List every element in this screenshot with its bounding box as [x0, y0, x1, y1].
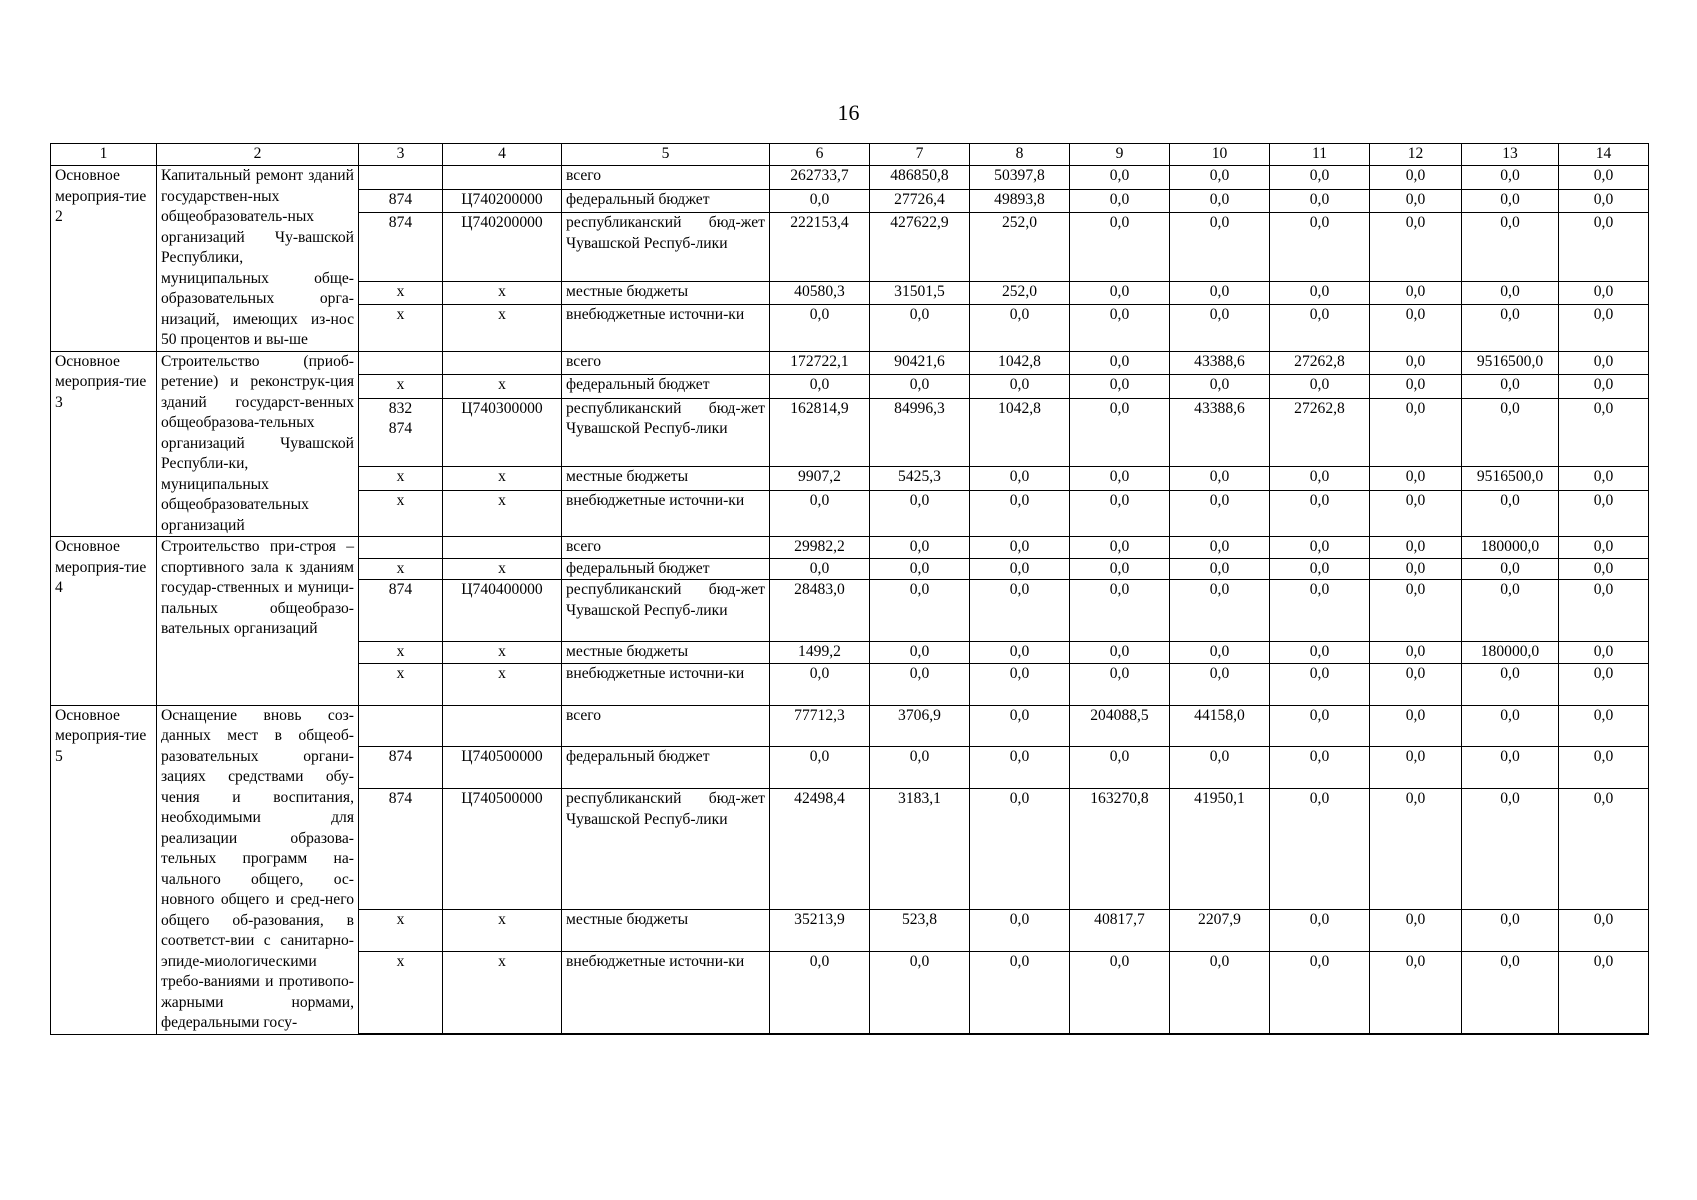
amount-cell: 0,0: [770, 663, 870, 705]
amount-cell: 0,0: [1370, 213, 1462, 281]
column-number-cell: 5: [562, 144, 770, 166]
csr-code-cell: x: [443, 467, 562, 491]
table-header-row: [51, 144, 1649, 166]
amount-cell: 0,0: [1370, 705, 1462, 747]
amount-cell: 204088,5: [1070, 705, 1170, 747]
amount-cell: 31501,5: [870, 281, 970, 305]
amount-cell: 262733,7: [770, 166, 870, 190]
amount-cell: 9516500,0: [1462, 467, 1559, 491]
amount-cell: 0,0: [970, 951, 1070, 1034]
grbs-code-cell: 874: [359, 747, 443, 789]
amount-cell: 0,0: [970, 909, 1070, 951]
amount-cell: 0,0: [1170, 375, 1270, 399]
amount-cell: 0,0: [1370, 375, 1462, 399]
funding-source-cell: местные бюджеты: [562, 467, 770, 491]
amount-cell: 0,0: [1559, 490, 1649, 536]
amount-cell: 0,0: [1559, 558, 1649, 580]
amount-cell: 40817,7: [1070, 909, 1170, 951]
measure-name-cell: Основное мероприя-тие 5: [51, 705, 157, 1034]
amount-cell: 0,0: [1070, 281, 1170, 305]
amount-cell: 0,0: [1070, 305, 1170, 351]
amount-cell: 0,0: [1559, 951, 1649, 1034]
amount-cell: 0,0: [1462, 189, 1559, 213]
column-number-cell: 6: [770, 144, 870, 166]
funding-source-cell: местные бюджеты: [562, 281, 770, 305]
amount-cell: 49893,8: [970, 189, 1070, 213]
amount-cell: 0,0: [870, 305, 970, 351]
amount-cell: 0,0: [1170, 580, 1270, 642]
amount-cell: 0,0: [1170, 558, 1270, 580]
grbs-code-cell: x: [359, 467, 443, 491]
amount-cell: 41950,1: [1170, 789, 1270, 910]
funding-source-cell: внебюджетные источни-ки: [562, 951, 770, 1034]
amount-cell: 0,0: [870, 558, 970, 580]
column-number-cell: 13: [1462, 144, 1559, 166]
amount-cell: 0,0: [1270, 951, 1370, 1034]
amount-cell: 0,0: [1270, 490, 1370, 536]
funding-source-cell: внебюджетные источни-ки: [562, 305, 770, 351]
amount-cell: 27726,4: [870, 189, 970, 213]
amount-cell: 0,0: [870, 537, 970, 559]
csr-code-cell: x: [443, 490, 562, 536]
grbs-code-cell: [359, 166, 443, 190]
amount-cell: 0,0: [1462, 213, 1559, 281]
grbs-code-cell: [359, 537, 443, 559]
amount-cell: 0,0: [870, 747, 970, 789]
grbs-code-cell: x: [359, 951, 443, 1034]
amount-cell: 0,0: [1070, 351, 1170, 375]
amount-cell: 0,0: [1559, 351, 1649, 375]
column-number-cell: 3: [359, 144, 443, 166]
table-row: [51, 537, 1649, 559]
amount-cell: 0,0: [770, 375, 870, 399]
funding-source-cell: всего: [562, 705, 770, 747]
column-number-cell: 7: [870, 144, 970, 166]
measure-description-cell: Оснащение вновь соз-данных мест в общеоб-разовательных органи-зациях средствами обу-чения и воспитания, необходимыми для реализации образова-тельных программ на-чального общего, ос-новного общего и сред-него общего об-разования, в соответст-вии с санитарно-эпиде-миологическими требо-ваниями и противопо-жарными нормами, федеральными госу-: [157, 705, 359, 1034]
amount-cell: 27262,8: [1270, 351, 1370, 375]
amount-cell: 0,0: [1462, 166, 1559, 190]
amount-cell: 0,0: [1070, 398, 1170, 466]
amount-cell: 0,0: [1559, 663, 1649, 705]
grbs-code-cell: 832 874: [359, 398, 443, 466]
amount-cell: 0,0: [1070, 490, 1170, 536]
amount-cell: 0,0: [1070, 580, 1170, 642]
amount-cell: 29982,2: [770, 537, 870, 559]
grbs-code-cell: [359, 705, 443, 747]
csr-code-cell: [443, 705, 562, 747]
table-row: [51, 705, 1649, 747]
amount-cell: 0,0: [1170, 747, 1270, 789]
amount-cell: 0,0: [1559, 281, 1649, 305]
amount-cell: 180000,0: [1462, 642, 1559, 664]
amount-cell: 0,0: [1462, 490, 1559, 536]
amount-cell: 9516500,0: [1462, 351, 1559, 375]
amount-cell: 3706,9: [870, 705, 970, 747]
amount-cell: 172722,1: [770, 351, 870, 375]
amount-cell: 0,0: [1070, 537, 1170, 559]
amount-cell: 163270,8: [1070, 789, 1170, 910]
amount-cell: 0,0: [770, 558, 870, 580]
csr-code-cell: x: [443, 642, 562, 664]
amount-cell: 0,0: [1070, 642, 1170, 664]
amount-cell: 28483,0: [770, 580, 870, 642]
column-number-cell: 10: [1170, 144, 1270, 166]
csr-code-cell: x: [443, 951, 562, 1034]
amount-cell: 0,0: [1370, 537, 1462, 559]
amount-cell: 0,0: [1270, 213, 1370, 281]
amount-cell: 0,0: [1170, 642, 1270, 664]
column-number-cell: 9: [1070, 144, 1170, 166]
amount-cell: 0,0: [1462, 305, 1559, 351]
funding-source-cell: федеральный бюджет: [562, 375, 770, 399]
amount-cell: 35213,9: [770, 909, 870, 951]
amount-cell: 0,0: [1270, 467, 1370, 491]
csr-code-cell: [443, 537, 562, 559]
amount-cell: 0,0: [1462, 398, 1559, 466]
amount-cell: 0,0: [1370, 909, 1462, 951]
amount-cell: 0,0: [1070, 213, 1170, 281]
amount-cell: 0,0: [1559, 467, 1649, 491]
csr-code-cell: Ц740500000: [443, 789, 562, 910]
funding-source-cell: федеральный бюджет: [562, 189, 770, 213]
funding-source-cell: республиканский бюд-жет Чувашской Респуб-лики: [562, 398, 770, 466]
funding-source-cell: внебюджетные источни-ки: [562, 490, 770, 536]
amount-cell: 252,0: [970, 213, 1070, 281]
csr-code-cell: x: [443, 663, 562, 705]
amount-cell: 44158,0: [1170, 705, 1270, 747]
amount-cell: 0,0: [1462, 789, 1559, 910]
amount-cell: 0,0: [1170, 537, 1270, 559]
amount-cell: 0,0: [1370, 558, 1462, 580]
amount-cell: 0,0: [1270, 663, 1370, 705]
csr-code-cell: x: [443, 305, 562, 351]
amount-cell: 0,0: [1070, 467, 1170, 491]
grbs-code-cell: x: [359, 663, 443, 705]
column-number-cell: 14: [1559, 144, 1649, 166]
grbs-code-cell: x: [359, 642, 443, 664]
amount-cell: 0,0: [1370, 467, 1462, 491]
csr-code-cell: Ц740200000: [443, 189, 562, 213]
amount-cell: 0,0: [1270, 375, 1370, 399]
funding-source-cell: республиканский бюд-жет Чувашской Респуб-лики: [562, 213, 770, 281]
amount-cell: 0,0: [1070, 951, 1170, 1034]
grbs-code-cell: [359, 351, 443, 375]
amount-cell: 1499,2: [770, 642, 870, 664]
amount-cell: 0,0: [1370, 166, 1462, 190]
measure-description-cell: Капитальный ремонт зданий государствен-ных общеобразователь-ных организаций Чу-вашской Республики, муниципальных обще-образовательных орга-низаций, имеющих из-нос 50 процентов и вы-ше: [157, 166, 359, 352]
amount-cell: 0,0: [1270, 189, 1370, 213]
amount-cell: 50397,8: [970, 166, 1070, 190]
measure-description-cell: Строительство (приоб-ретение) и реконструк-ция зданий государст-венных общеобразова-тельных организаций Чувашской Республи-ки, муниципальных общеобразовательных организаций: [157, 351, 359, 537]
amount-cell: 0,0: [1170, 951, 1270, 1034]
amount-cell: 0,0: [1270, 580, 1370, 642]
amount-cell: 0,0: [1370, 789, 1462, 910]
measure-name-cell: Основное мероприя-тие 2: [51, 166, 157, 352]
amount-cell: 252,0: [970, 281, 1070, 305]
amount-cell: 0,0: [1559, 642, 1649, 664]
amount-cell: 0,0: [1270, 166, 1370, 190]
column-number-cell: 2: [157, 144, 359, 166]
amount-cell: 0,0: [870, 642, 970, 664]
amount-cell: 0,0: [970, 467, 1070, 491]
amount-cell: 0,0: [970, 537, 1070, 559]
amount-cell: 1042,8: [970, 398, 1070, 466]
amount-cell: 0,0: [970, 642, 1070, 664]
column-number-cell: 4: [443, 144, 562, 166]
amount-cell: 0,0: [1370, 281, 1462, 305]
csr-code-cell: x: [443, 375, 562, 399]
amount-cell: 90421,6: [870, 351, 970, 375]
csr-code-cell: Ц740300000: [443, 398, 562, 466]
funding-source-cell: всего: [562, 351, 770, 375]
amount-cell: 0,0: [1370, 305, 1462, 351]
amount-cell: 0,0: [1270, 705, 1370, 747]
funding-source-cell: всего: [562, 166, 770, 190]
funding-source-cell: федеральный бюджет: [562, 747, 770, 789]
amount-cell: 0,0: [1559, 213, 1649, 281]
amount-cell: 0,0: [1370, 747, 1462, 789]
amount-cell: 0,0: [1462, 580, 1559, 642]
csr-code-cell: Ц740500000: [443, 747, 562, 789]
amount-cell: 3183,1: [870, 789, 970, 910]
amount-cell: 0,0: [1559, 789, 1649, 910]
funding-source-cell: всего: [562, 537, 770, 559]
amount-cell: 0,0: [1270, 747, 1370, 789]
amount-cell: 427622,9: [870, 213, 970, 281]
amount-cell: 0,0: [870, 375, 970, 399]
amount-cell: 0,0: [970, 580, 1070, 642]
amount-cell: 0,0: [970, 375, 1070, 399]
amount-cell: 0,0: [1170, 467, 1270, 491]
csr-code-cell: Ц740400000: [443, 580, 562, 642]
amount-cell: 0,0: [1170, 663, 1270, 705]
amount-cell: 0,0: [1559, 398, 1649, 466]
amount-cell: 0,0: [1170, 490, 1270, 536]
grbs-code-cell: x: [359, 558, 443, 580]
amount-cell: 0,0: [870, 663, 970, 705]
amount-cell: 0,0: [1270, 281, 1370, 305]
budget-table: [50, 143, 1649, 1035]
amount-cell: 0,0: [1559, 747, 1649, 789]
amount-cell: 0,0: [1070, 189, 1170, 213]
amount-cell: 0,0: [870, 580, 970, 642]
amount-cell: 0,0: [1559, 375, 1649, 399]
amount-cell: 27262,8: [1270, 398, 1370, 466]
amount-cell: 0,0: [1370, 189, 1462, 213]
table-row: [51, 166, 1649, 190]
amount-cell: 0,0: [1370, 951, 1462, 1034]
amount-cell: 0,0: [1559, 166, 1649, 190]
grbs-code-cell: 874: [359, 213, 443, 281]
amount-cell: 0,0: [770, 189, 870, 213]
amount-cell: 40580,3: [770, 281, 870, 305]
measure-name-cell: Основное мероприя-тие 3: [51, 351, 157, 537]
amount-cell: 9907,2: [770, 467, 870, 491]
column-number-cell: 1: [51, 144, 157, 166]
csr-code-cell: x: [443, 281, 562, 305]
amount-cell: 0,0: [970, 663, 1070, 705]
amount-cell: 0,0: [1270, 305, 1370, 351]
amount-cell: 0,0: [1370, 663, 1462, 705]
amount-cell: 0,0: [770, 490, 870, 536]
amount-cell: 0,0: [970, 747, 1070, 789]
amount-cell: 0,0: [1170, 189, 1270, 213]
column-number-cell: 11: [1270, 144, 1370, 166]
funding-source-cell: местные бюджеты: [562, 642, 770, 664]
amount-cell: 0,0: [1462, 909, 1559, 951]
amount-cell: 0,0: [1370, 580, 1462, 642]
amount-cell: 0,0: [1559, 537, 1649, 559]
amount-cell: 0,0: [1270, 537, 1370, 559]
amount-cell: 0,0: [1370, 642, 1462, 664]
column-number-cell: 12: [1370, 144, 1462, 166]
amount-cell: 0,0: [1270, 558, 1370, 580]
csr-code-cell: [443, 351, 562, 375]
funding-source-cell: республиканский бюд-жет Чувашской Респуб-лики: [562, 789, 770, 910]
amount-cell: 0,0: [1070, 166, 1170, 190]
amount-cell: 0,0: [1370, 398, 1462, 466]
amount-cell: 0,0: [1370, 490, 1462, 536]
amount-cell: 0,0: [1462, 281, 1559, 305]
amount-cell: 486850,8: [870, 166, 970, 190]
amount-cell: 0,0: [1559, 580, 1649, 642]
amount-cell: 0,0: [870, 490, 970, 536]
funding-source-cell: местные бюджеты: [562, 909, 770, 951]
amount-cell: 0,0: [1170, 281, 1270, 305]
amount-cell: 43388,6: [1170, 398, 1270, 466]
amount-cell: 0,0: [1070, 663, 1170, 705]
page-number: 16: [837, 100, 860, 125]
csr-code-cell: x: [443, 909, 562, 951]
amount-cell: 0,0: [1270, 642, 1370, 664]
grbs-code-cell: 874: [359, 189, 443, 213]
grbs-code-cell: 874: [359, 580, 443, 642]
amount-cell: 0,0: [1559, 705, 1649, 747]
amount-cell: 0,0: [1462, 747, 1559, 789]
grbs-code-cell: x: [359, 281, 443, 305]
amount-cell: 0,0: [970, 558, 1070, 580]
column-number-cell: 8: [970, 144, 1070, 166]
amount-cell: 0,0: [1070, 558, 1170, 580]
grbs-code-cell: x: [359, 909, 443, 951]
amount-cell: 180000,0: [1462, 537, 1559, 559]
amount-cell: 0,0: [870, 951, 970, 1034]
amount-cell: 0,0: [1170, 166, 1270, 190]
amount-cell: 0,0: [770, 951, 870, 1034]
amount-cell: 0,0: [970, 789, 1070, 910]
amount-cell: 0,0: [1270, 789, 1370, 910]
amount-cell: 0,0: [970, 490, 1070, 536]
grbs-code-cell: x: [359, 490, 443, 536]
amount-cell: 77712,3: [770, 705, 870, 747]
grbs-code-cell: 874: [359, 789, 443, 910]
amount-cell: 0,0: [1270, 909, 1370, 951]
amount-cell: 222153,4: [770, 213, 870, 281]
amount-cell: 0,0: [1559, 189, 1649, 213]
amount-cell: 0,0: [1070, 747, 1170, 789]
amount-cell: 0,0: [1070, 375, 1170, 399]
amount-cell: 0,0: [1462, 705, 1559, 747]
csr-code-cell: Ц740200000: [443, 213, 562, 281]
measure-name-cell: Основное мероприя-тие 4: [51, 537, 157, 706]
amount-cell: 0,0: [1370, 351, 1462, 375]
amount-cell: 0,0: [1462, 663, 1559, 705]
amount-cell: 5425,3: [870, 467, 970, 491]
amount-cell: 0,0: [1559, 305, 1649, 351]
funding-source-cell: внебюджетные источни-ки: [562, 663, 770, 705]
amount-cell: 1042,8: [970, 351, 1070, 375]
amount-cell: 0,0: [770, 747, 870, 789]
amount-cell: 43388,6: [1170, 351, 1270, 375]
amount-cell: 84996,3: [870, 398, 970, 466]
amount-cell: 42498,4: [770, 789, 870, 910]
amount-cell: 0,0: [1170, 213, 1270, 281]
grbs-code-cell: x: [359, 305, 443, 351]
funding-source-cell: федеральный бюджет: [562, 558, 770, 580]
csr-code-cell: [443, 166, 562, 190]
csr-code-cell: x: [443, 558, 562, 580]
grbs-code-cell: x: [359, 375, 443, 399]
table-row: [51, 351, 1649, 375]
amount-cell: 0,0: [1170, 305, 1270, 351]
amount-cell: 523,8: [870, 909, 970, 951]
amount-cell: 162814,9: [770, 398, 870, 466]
amount-cell: 0,0: [970, 305, 1070, 351]
amount-cell: 0,0: [1559, 909, 1649, 951]
measure-description-cell: Строительство при-строя – спортивного зала к зданиям государ-ственных и муници-пальных общеобразо-вательных организаций: [157, 537, 359, 706]
amount-cell: 2207,9: [1170, 909, 1270, 951]
amount-cell: 0,0: [970, 705, 1070, 747]
amount-cell: 0,0: [770, 305, 870, 351]
amount-cell: 0,0: [1462, 951, 1559, 1034]
amount-cell: 0,0: [1462, 375, 1559, 399]
amount-cell: 0,0: [1462, 558, 1559, 580]
funding-source-cell: республиканский бюд-жет Чувашской Респуб-лики: [562, 580, 770, 642]
